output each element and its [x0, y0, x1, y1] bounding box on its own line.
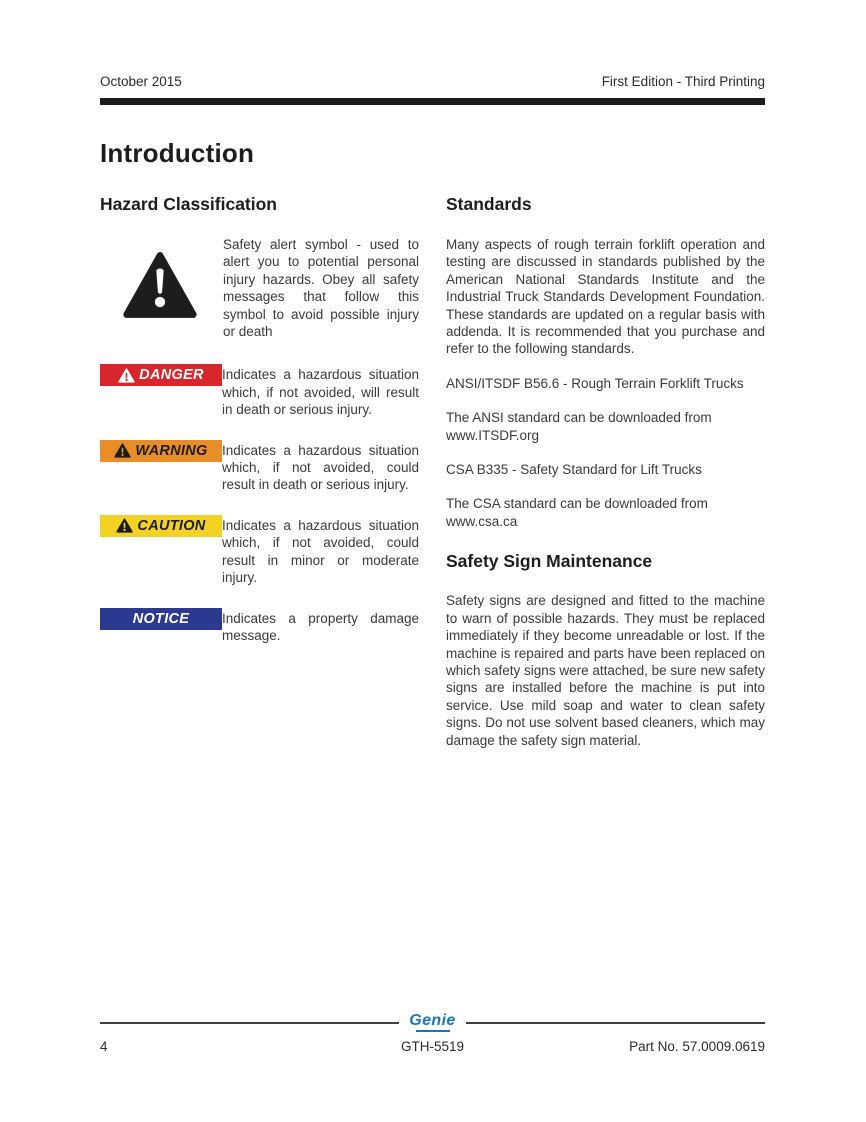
- safety-alert-triangle-icon: [123, 250, 197, 320]
- genie-logo-text: Genie: [409, 1012, 456, 1029]
- standards-item-csa-download: The CSA standard can be downloaded from www.csa.ca: [446, 496, 708, 529]
- warning-row: [100, 440, 419, 494]
- notice-badge: [100, 608, 222, 630]
- caution-text: Indicates a hazardous situation which, if not avoided, could result in minor or moderate injury.: [222, 517, 419, 586]
- safety-sign-maintenance-text: Safety signs are designed and fitted to the machine to warn of possible hazards. They must be replaced immediately if they become unreadable or lost. If the machine is repaired and parts have been replaced on which safety signs were attached, be sure new safety signs are installed before the machine is put into service. Use mild soap and water to clean safety signs. Do not use solvent based cleaners, which may damage the safety sign material.: [446, 593, 765, 748]
- footer-part-number: Part No. 57.0009.0619: [629, 1039, 765, 1054]
- footer-page-number: 4: [100, 1039, 108, 1054]
- danger-row: [100, 364, 419, 418]
- warning-triangle-icon: [116, 518, 133, 533]
- standards-item-ansi-download: The ANSI standard can be downloaded from www.ITSDF.org: [446, 410, 712, 443]
- genie-logo-underline: [416, 1030, 450, 1032]
- standards-intro: Many aspects of rough terrain forklift operation and testing are discussed in standards published by the American National Standards Institute and the Industrial Truck Standards Development Foundation. These standards are updated on a regular basis with addenda. It is recommended that you purchase and refer to the following standards.: [446, 237, 765, 357]
- footer-model: GTH-5519: [400, 1039, 465, 1054]
- header-edition: First Edition - Third Printing: [601, 74, 765, 89]
- danger-badge: [100, 364, 222, 386]
- notice-row: [100, 608, 419, 645]
- warning-badge: [100, 440, 222, 462]
- caution-badge-label: CAUTION: [137, 517, 206, 534]
- notice-badge-label: NOTICE: [132, 610, 190, 627]
- warning-triangle-icon: [114, 443, 131, 458]
- standards-item-csa: CSA B335 - Safety Standard for Lift Trucks: [446, 462, 702, 478]
- safety-alert-text: Safety alert symbol - used to alert you to potential personal injury hazards. Obey all safety messages that follow this symbol to avoid possible injury or death: [223, 237, 419, 340]
- danger-text: Indicates a hazardous situation which, if not avoided, will result in death or serious injury.: [222, 367, 419, 418]
- genie-logo: [409, 1013, 455, 1032]
- content-columns: [100, 194, 765, 766]
- warning-text: Indicates a hazardous situation which, if not avoided, could result in death or serious injury.: [222, 442, 419, 493]
- footer-rule-right: [466, 1022, 765, 1024]
- warning-badge-label: WARNING: [135, 442, 208, 459]
- page-title: Introduction: [100, 138, 255, 168]
- danger-badge-label: DANGER: [139, 367, 204, 384]
- hazard-classification-section: [100, 194, 419, 766]
- standards-heading: Standards: [446, 194, 532, 214]
- warning-triangle-icon: [118, 368, 135, 383]
- caution-row: [100, 515, 419, 587]
- standards-item-ansi: ANSI/ITSDF B56.6 - Rough Terrain Forklift Trucks: [446, 375, 744, 391]
- page-footer: [100, 1013, 765, 1054]
- footer-rule-left: [100, 1022, 399, 1024]
- hazard-classification-heading: Hazard Classification: [100, 194, 277, 214]
- caution-badge: [100, 515, 222, 537]
- safety-sign-maintenance-heading: Safety Sign Maintenance: [446, 551, 653, 572]
- safety-alert-symbol-row: [100, 236, 419, 340]
- footer-logo-row: [100, 1013, 765, 1032]
- notice-text: Indicates a property damage message.: [222, 610, 419, 643]
- header-rule: [100, 98, 765, 105]
- header-date: October 2015: [100, 74, 182, 89]
- footer-info-row: [100, 1039, 765, 1054]
- page-header: [100, 74, 765, 89]
- standards-section: [446, 194, 765, 766]
